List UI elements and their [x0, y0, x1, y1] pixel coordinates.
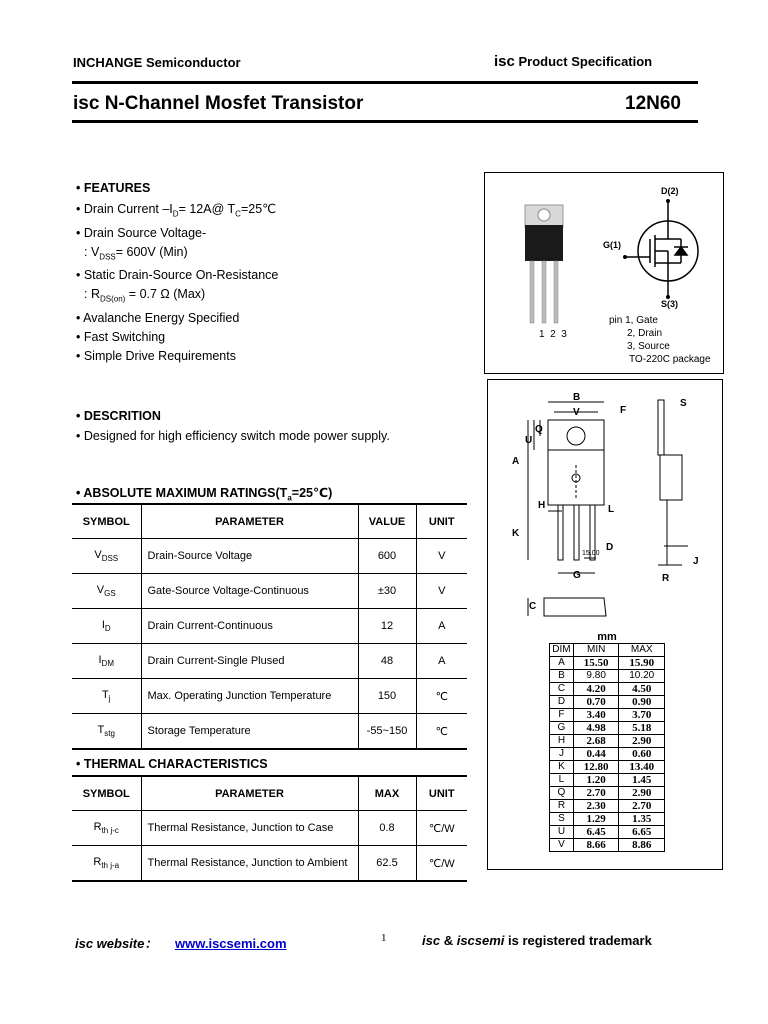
table-row: G 4.98 5.18 — [550, 722, 665, 735]
col-parameter: PARAMETER — [141, 504, 358, 539]
parameter-cell: Thermal Resistance, Junction to Case — [141, 811, 358, 846]
website-label: isc website： — [75, 936, 158, 951]
table-row — [72, 574, 467, 609]
dim-unit-row — [550, 631, 665, 644]
feature-drain-current: • Drain Current $-I_D=$ 12A@ $T_C=25℃$ — [76, 202, 277, 219]
table-row — [72, 846, 467, 882]
col-value: VALUE — [358, 504, 416, 539]
parameter-cell: Drain Current-Continuous — [141, 609, 358, 644]
col-max: MAX — [619, 644, 665, 657]
col-unit: UNIT — [416, 776, 467, 811]
symbol-cell: $T_j$ — [72, 679, 141, 714]
table-row — [72, 714, 467, 750]
spec-isc: isc — [494, 53, 515, 70]
table-row — [72, 609, 467, 644]
unit-cell: ℃/W — [416, 811, 467, 846]
table-row — [72, 679, 467, 714]
pin3-label: 3, Source — [627, 341, 670, 352]
col-min: MIN — [573, 644, 619, 657]
pin2-label: 2, Drain — [627, 328, 663, 339]
source-label: S(3) — [661, 299, 679, 309]
spec-text: Product Specification — [518, 54, 653, 69]
table-row: J 0.44 0.60 — [550, 748, 665, 761]
value-cell: 0.8 — [358, 811, 416, 846]
table-row: L 1.20 1.45 — [550, 774, 665, 787]
footer-website — [75, 933, 287, 952]
dim-label-f: F — [620, 405, 627, 416]
feature-simple-drive: • Simple Drive Requirements — [76, 348, 236, 363]
dim-label-d: D — [606, 542, 614, 553]
feature-avalanche: • Avalanche Energy Specified — [76, 310, 240, 325]
dim-label-g: G — [573, 570, 581, 581]
abs-max-table — [72, 503, 467, 750]
parameter-cell: Thermal Resistance, Junction to Ambient — [141, 846, 358, 882]
table-row — [72, 644, 467, 679]
pin-legend — [609, 314, 711, 366]
abs-max-heading: • ABSOLUTE MAXIMUM $RATINGS(T_a=25℃)$ — [76, 486, 333, 503]
dim-label-pitch: 15.00 — [582, 550, 600, 557]
unit-cell: V — [416, 539, 467, 574]
parameter-cell: Storage Temperature — [141, 714, 358, 750]
dim-label-h: H — [538, 500, 546, 511]
thermal-table — [72, 775, 467, 882]
header-rule-top — [72, 81, 698, 84]
value-cell: ±30 — [358, 574, 416, 609]
symbol-cell: $T_{stg}$ — [72, 714, 141, 750]
drain-label: D(2) — [661, 186, 679, 196]
feature-rdson: : $R_{DS(on)} = 0.7$ Ω (Max) — [84, 287, 206, 304]
dimension-table — [549, 631, 665, 852]
unit-cell: A — [416, 609, 467, 644]
symbol-cell: $I_D$ — [72, 609, 141, 644]
page-title: isc N-Channel Mosfet Transistor — [73, 93, 364, 114]
value-cell: -55~150 — [358, 714, 416, 750]
symbol-cell: $V_{DSS}$ — [72, 539, 141, 574]
parameter-cell: Gate-Source Voltage-Continuous — [141, 574, 358, 609]
pin1-label: pin 1, Gate — [609, 315, 658, 326]
table-row: Q 2.70 2.90 — [550, 787, 665, 800]
table-row: C 4.20 4.50 — [550, 683, 665, 696]
table-row: A 15.50 15.90 — [550, 657, 665, 670]
col-dim: DIM — [550, 644, 574, 657]
table-row — [72, 811, 467, 846]
table-row: S 1.29 1.35 — [550, 813, 665, 826]
dim-label-r: R — [662, 573, 670, 584]
part-number: 12N60 — [625, 93, 681, 114]
symbol-cell: $I_{DM}$ — [72, 644, 141, 679]
thermal-header-row — [72, 776, 467, 811]
col-unit: UNIT — [416, 504, 467, 539]
dim-label-q: Q — [535, 424, 543, 435]
value-cell: 600 — [358, 539, 416, 574]
description-heading: • DESCRITION — [76, 409, 161, 423]
package-label: TO-220C package — [629, 354, 711, 365]
symbol-cell: $V_{GS}$ — [72, 574, 141, 609]
parameter-cell: Drain-Source Voltage — [141, 539, 358, 574]
unit-cell: ℃ — [416, 679, 467, 714]
description-text: • Designed for high efficiency switch mode power supply. — [76, 429, 390, 443]
feature-drain-source-voltage: • Drain Source Voltage- — [76, 225, 207, 240]
mosfet-symbol-icon — [625, 201, 698, 297]
trademark-isc: isc — [422, 933, 441, 948]
value-cell: 150 — [358, 679, 416, 714]
package-box — [484, 172, 724, 374]
col-max: MAX — [358, 776, 416, 811]
table-row: R 2.30 2.70 — [550, 800, 665, 813]
table-row: B 9.80 10.20 — [550, 670, 665, 683]
table-row: K 12.80 13.40 — [550, 761, 665, 774]
value-cell: 12 — [358, 609, 416, 644]
col-parameter: PARAMETER — [141, 776, 358, 811]
website-link[interactable]: www.iscsemi.com — [175, 936, 287, 951]
feature-on-resistance: • Static Drain-Source On-Resistance — [76, 268, 279, 282]
footer-trademark: isc & iscsemi is registered trademark — [422, 933, 652, 948]
trademark-iscsemi: iscsemi — [456, 933, 505, 948]
dim-label-c: C — [529, 601, 537, 612]
dim-label-a: A — [512, 456, 520, 467]
feature-fast-switching: • Fast Switching — [76, 329, 166, 344]
table-row: U 6.45 6.65 — [550, 826, 665, 839]
unit-cell: A — [416, 644, 467, 679]
parameter-cell: Drain Current-Single Plused — [141, 644, 358, 679]
parameter-cell: Max. Operating Junction Temperature — [141, 679, 358, 714]
value-cell: 62.5 — [358, 846, 416, 882]
unit-cell: V — [416, 574, 467, 609]
features-list — [76, 200, 466, 366]
value-cell: 48 — [358, 644, 416, 679]
header-rule-bottom — [72, 120, 698, 123]
dim-label-u: U — [525, 435, 533, 446]
dim-label-s: S — [680, 398, 687, 409]
table-row: H 2.68 2.90 — [550, 735, 665, 748]
spec-title — [494, 53, 652, 70]
page-number: 1 — [381, 932, 387, 944]
abs-max-header-row — [72, 504, 467, 539]
package-outline-drawing — [488, 380, 722, 630]
company-name: INCHANGE Semiconductor — [73, 55, 241, 70]
col-symbol: SYMBOL — [72, 776, 141, 811]
feature-vdss: : $V_{DSS}= 600V$ (Min) — [84, 244, 188, 261]
dim-label-l: L — [608, 504, 615, 515]
symbol-cell: $R_{th j-a}$ — [72, 846, 141, 882]
dim-label-k: K — [512, 528, 520, 539]
thermal-heading: • THERMAL CHARACTERISTICS — [76, 757, 268, 771]
table-row: V 8.66 8.86 — [550, 839, 665, 852]
dim-label-b: B — [573, 392, 581, 403]
pin-numbers: 1 2 3 — [539, 329, 567, 340]
unit-cell: ℃ — [416, 714, 467, 750]
features-heading: • FEATURES — [76, 181, 151, 195]
table-row: D 0.70 0.90 — [550, 696, 665, 709]
symbol-cell: $R_{th j-c}$ — [72, 811, 141, 846]
dim-label-v: V — [573, 407, 580, 418]
dim-header-row — [550, 644, 665, 657]
table-row — [72, 539, 467, 574]
to220-photo-icon — [525, 205, 563, 323]
col-symbol: SYMBOL — [72, 504, 141, 539]
table-row: F 3.40 3.70 — [550, 709, 665, 722]
dim-unit: mm — [550, 631, 665, 644]
dim-label-j: J — [693, 556, 699, 567]
gate-label: G(1) — [603, 240, 621, 250]
unit-cell: ℃/W — [416, 846, 467, 882]
